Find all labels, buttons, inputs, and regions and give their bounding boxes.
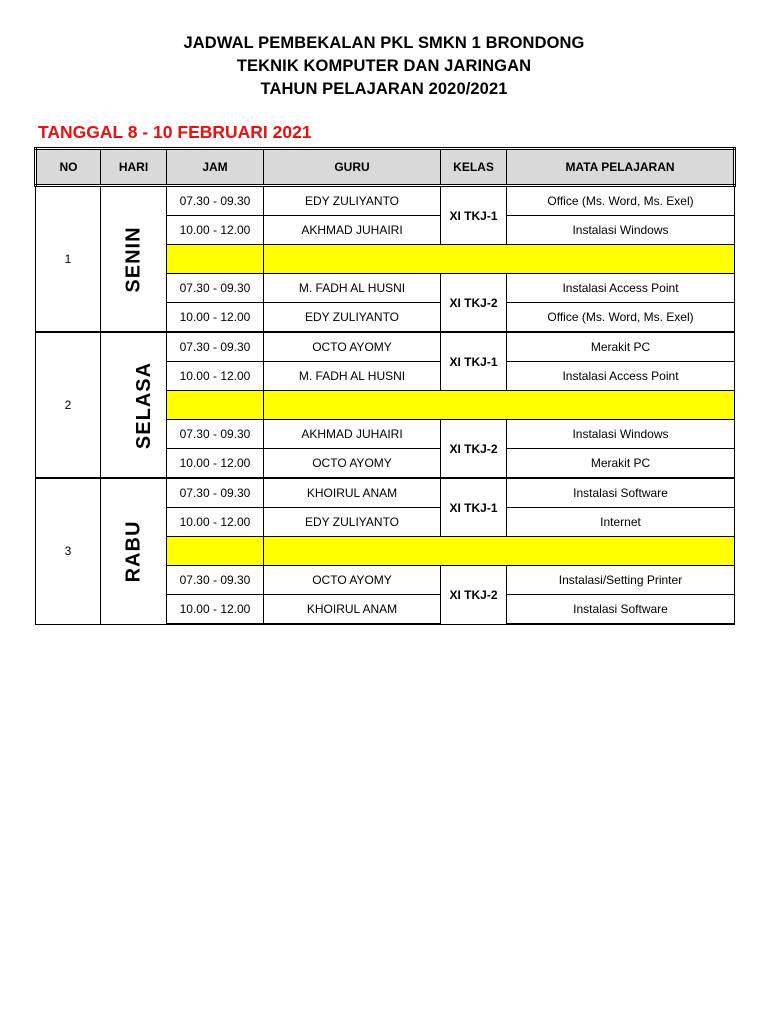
kelas-cell: XI TKJ-2 — [441, 566, 507, 625]
title-line: TEKNIK KOMPUTER DAN JARINGAN — [236, 57, 532, 75]
header-hari: HARI — [101, 149, 167, 186]
no-cell: 1 — [36, 186, 101, 333]
jam-cell: 07.30 - 09.30 — [167, 478, 264, 508]
jam-cell: 10.00 - 12.00 — [167, 303, 264, 333]
mapel-cell: Instalasi Access Point — [507, 362, 735, 391]
table-row — [36, 332, 735, 362]
header-jam: JAM — [167, 149, 264, 186]
day-label: SENIN — [122, 225, 145, 293]
day-group-senin — [36, 186, 735, 333]
day-cell — [101, 186, 167, 333]
title-line: TAHUN PELAJARAN 2020/2021 — [260, 80, 508, 98]
kelas-cell: XI TKJ-1 — [441, 186, 507, 245]
mapel-cell: Instalasi Access Point — [507, 274, 735, 303]
header-guru: GURU — [264, 149, 441, 186]
header-no: NO — [36, 149, 101, 186]
guru-cell: EDY ZULIYANTO — [264, 508, 441, 537]
day-label: RABU — [122, 520, 144, 583]
mapel-cell: Internet — [507, 508, 735, 537]
date-heading: TANGGAL 8 - 10 FEBRUARI 2021 — [38, 122, 312, 142]
jam-cell: 07.30 - 09.30 — [167, 186, 264, 216]
document-title — [0, 32, 768, 101]
mapel-cell: Instalasi/Setting Printer — [507, 566, 735, 595]
mapel-cell: Office (Ms. Word, Ms. Exel) — [507, 186, 735, 216]
mapel-cell: Instalasi Software — [507, 478, 735, 508]
jam-cell: 07.30 - 09.30 — [167, 420, 264, 449]
kelas-cell: XI TKJ-1 — [441, 478, 507, 537]
mapel-cell: Merakit PC — [507, 332, 735, 362]
guru-cell: AKHMAD JUHAIRI — [264, 420, 441, 449]
break-cell — [264, 391, 735, 420]
guru-cell: KHOIRUL ANAM — [264, 478, 441, 508]
table-row — [36, 478, 735, 508]
no-cell: 3 — [36, 478, 101, 624]
guru-cell: EDY ZULIYANTO — [264, 303, 441, 333]
guru-cell: OCTO AYOMY — [264, 566, 441, 595]
header-kelas: KELAS — [441, 149, 507, 186]
kelas-cell: XI TKJ-2 — [441, 420, 507, 479]
jam-cell: 07.30 - 09.30 — [167, 332, 264, 362]
day-group-rabu — [36, 478, 735, 624]
jam-cell: 10.00 - 12.00 — [167, 216, 264, 245]
break-cell — [167, 537, 264, 566]
kelas-cell: XI TKJ-1 — [441, 332, 507, 391]
table-row — [36, 186, 735, 216]
mapel-cell: Instalasi Windows — [507, 420, 735, 449]
mapel-cell: Office (Ms. Word, Ms. Exel) — [507, 303, 735, 333]
header-mata-pelajaran: MATA PELAJARAN — [507, 149, 735, 186]
break-cell — [167, 245, 264, 274]
day-cell — [101, 478, 167, 624]
guru-cell: OCTO AYOMY — [264, 332, 441, 362]
guru-cell: EDY ZULIYANTO — [264, 186, 441, 216]
guru-cell: KHOIRUL ANAM — [264, 595, 441, 625]
break-cell — [264, 537, 735, 566]
schedule-table — [34, 147, 736, 625]
guru-cell: AKHMAD JUHAIRI — [264, 216, 441, 245]
day-group-selasa — [36, 332, 735, 478]
table-header-row — [36, 149, 735, 186]
day-label: SELASA — [133, 361, 156, 449]
jam-cell: 10.00 - 12.00 — [167, 449, 264, 479]
guru-cell: M. FADH AL HUSNI — [264, 274, 441, 303]
mapel-cell: Merakit PC — [507, 449, 735, 479]
title-line: JADWAL PEMBEKALAN PKL SMKN 1 BRONDONG — [183, 34, 585, 52]
jam-cell: 07.30 - 09.30 — [167, 566, 264, 595]
break-cell — [264, 245, 735, 274]
mapel-cell: Instalasi Software — [507, 595, 735, 625]
guru-cell: OCTO AYOMY — [264, 449, 441, 479]
guru-cell: M. FADH AL HUSNI — [264, 362, 441, 391]
mapel-cell: Instalasi Windows — [507, 216, 735, 245]
jam-cell: 07.30 - 09.30 — [167, 274, 264, 303]
break-cell — [167, 391, 264, 420]
jam-cell: 10.00 - 12.00 — [167, 508, 264, 537]
no-cell: 2 — [36, 332, 101, 478]
day-cell — [101, 332, 167, 478]
kelas-cell: XI TKJ-2 — [441, 274, 507, 333]
jam-cell: 10.00 - 12.00 — [167, 362, 264, 391]
jam-cell: 10.00 - 12.00 — [167, 595, 264, 625]
